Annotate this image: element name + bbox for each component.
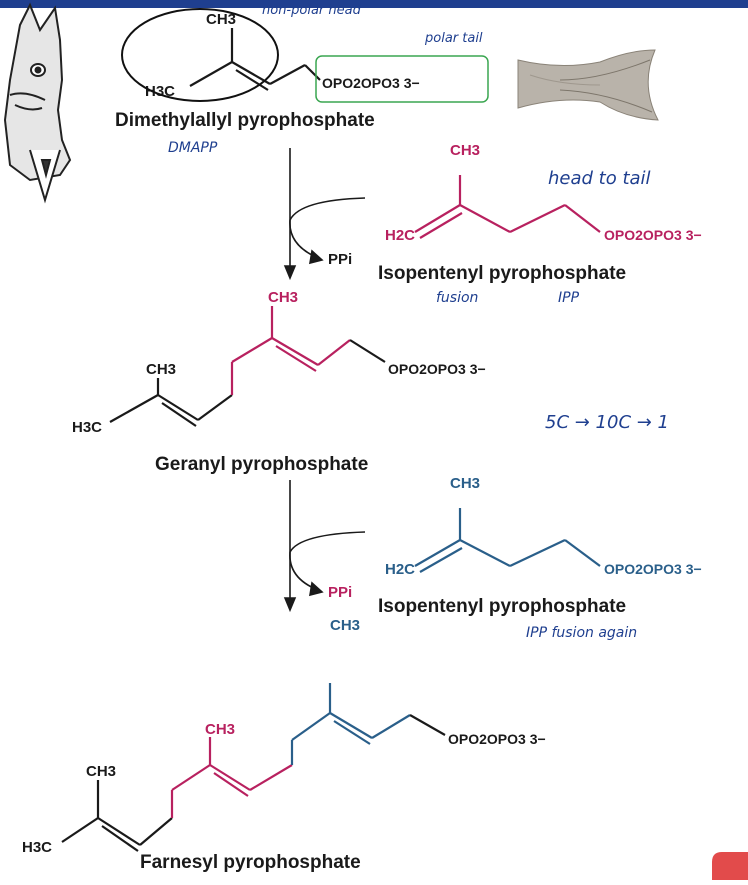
- geranyl-h3c: H3C: [72, 419, 103, 436]
- ipp-annotation: IPP: [558, 290, 580, 306]
- ipp2-name: Isopentenyl pyrophosphate: [378, 596, 627, 617]
- ipp2-h2c-label: H2C: [385, 561, 416, 578]
- dmapp-annotation: DMAPP: [168, 140, 218, 156]
- ipp1-name: Isopentenyl pyrophosphate: [378, 263, 627, 284]
- header-strip: [0, 0, 748, 8]
- dmapp-h3c-label: H3C: [145, 83, 176, 100]
- reaction-arrow-2: [285, 480, 365, 610]
- geranyl-name: Geranyl pyrophosphate: [155, 454, 369, 475]
- ipp2-ch3-label: CH3: [450, 475, 481, 492]
- farnesyl-structure: [62, 683, 445, 851]
- geranyl-ch3-top: CH3: [268, 289, 299, 306]
- geranyl-ch3-left: CH3: [146, 361, 177, 378]
- dmapp-ch3-label: CH3: [206, 11, 237, 28]
- geranyl-phosphate-group: OPO2OPO3 3−: [388, 361, 486, 377]
- polar-tail-annotation: polar tail: [425, 31, 483, 46]
- fish-tail-photo: [518, 45, 658, 125]
- farnesyl-phosphate-group: OPO2OPO3 3−: [448, 731, 546, 747]
- ipp1-ch3-label: CH3: [450, 142, 481, 159]
- dmapp-structure: [190, 28, 320, 90]
- head-to-tail-annotation: head to tail: [548, 168, 651, 189]
- head-circle-annotation: [122, 9, 278, 101]
- non-polar-head-annotation: non-polar head: [262, 3, 361, 18]
- dmapp-name: Dimethylallyl pyrophosphate: [115, 110, 375, 131]
- fish-head-cartoon: [5, 5, 70, 200]
- ppi-label-2: PPi: [328, 584, 353, 601]
- ipp1-h2c-label: H2C: [385, 227, 416, 244]
- ipp-fusion-again-annotation: IPP fusion again: [526, 625, 638, 641]
- reaction-arrow-1: [285, 148, 365, 278]
- corner-logo-fragment: [712, 852, 748, 880]
- ipp2-phosphate-group: OPO2OPO3 3−: [604, 561, 702, 577]
- fusion-annotation: fusion: [436, 290, 479, 306]
- farnesyl-ch3-left: CH3: [86, 763, 117, 780]
- ipp1-phosphate-group: OPO2OPO3 3−: [604, 227, 702, 243]
- ppi-label-1: PPi: [328, 251, 353, 268]
- farnesyl-ch3-top: CH3: [330, 617, 361, 634]
- farnesyl-ch3-mid: CH3: [205, 721, 236, 738]
- farnesyl-h3c: H3C: [22, 839, 53, 856]
- dmapp-phosphate-group: OPO2OPO3 3−: [322, 75, 420, 91]
- ipp-structure-2: [415, 508, 600, 572]
- carbon-chain-annotation: 5C → 10C → 1: [545, 412, 669, 433]
- farnesyl-name: Farnesyl pyrophosphate: [140, 852, 361, 873]
